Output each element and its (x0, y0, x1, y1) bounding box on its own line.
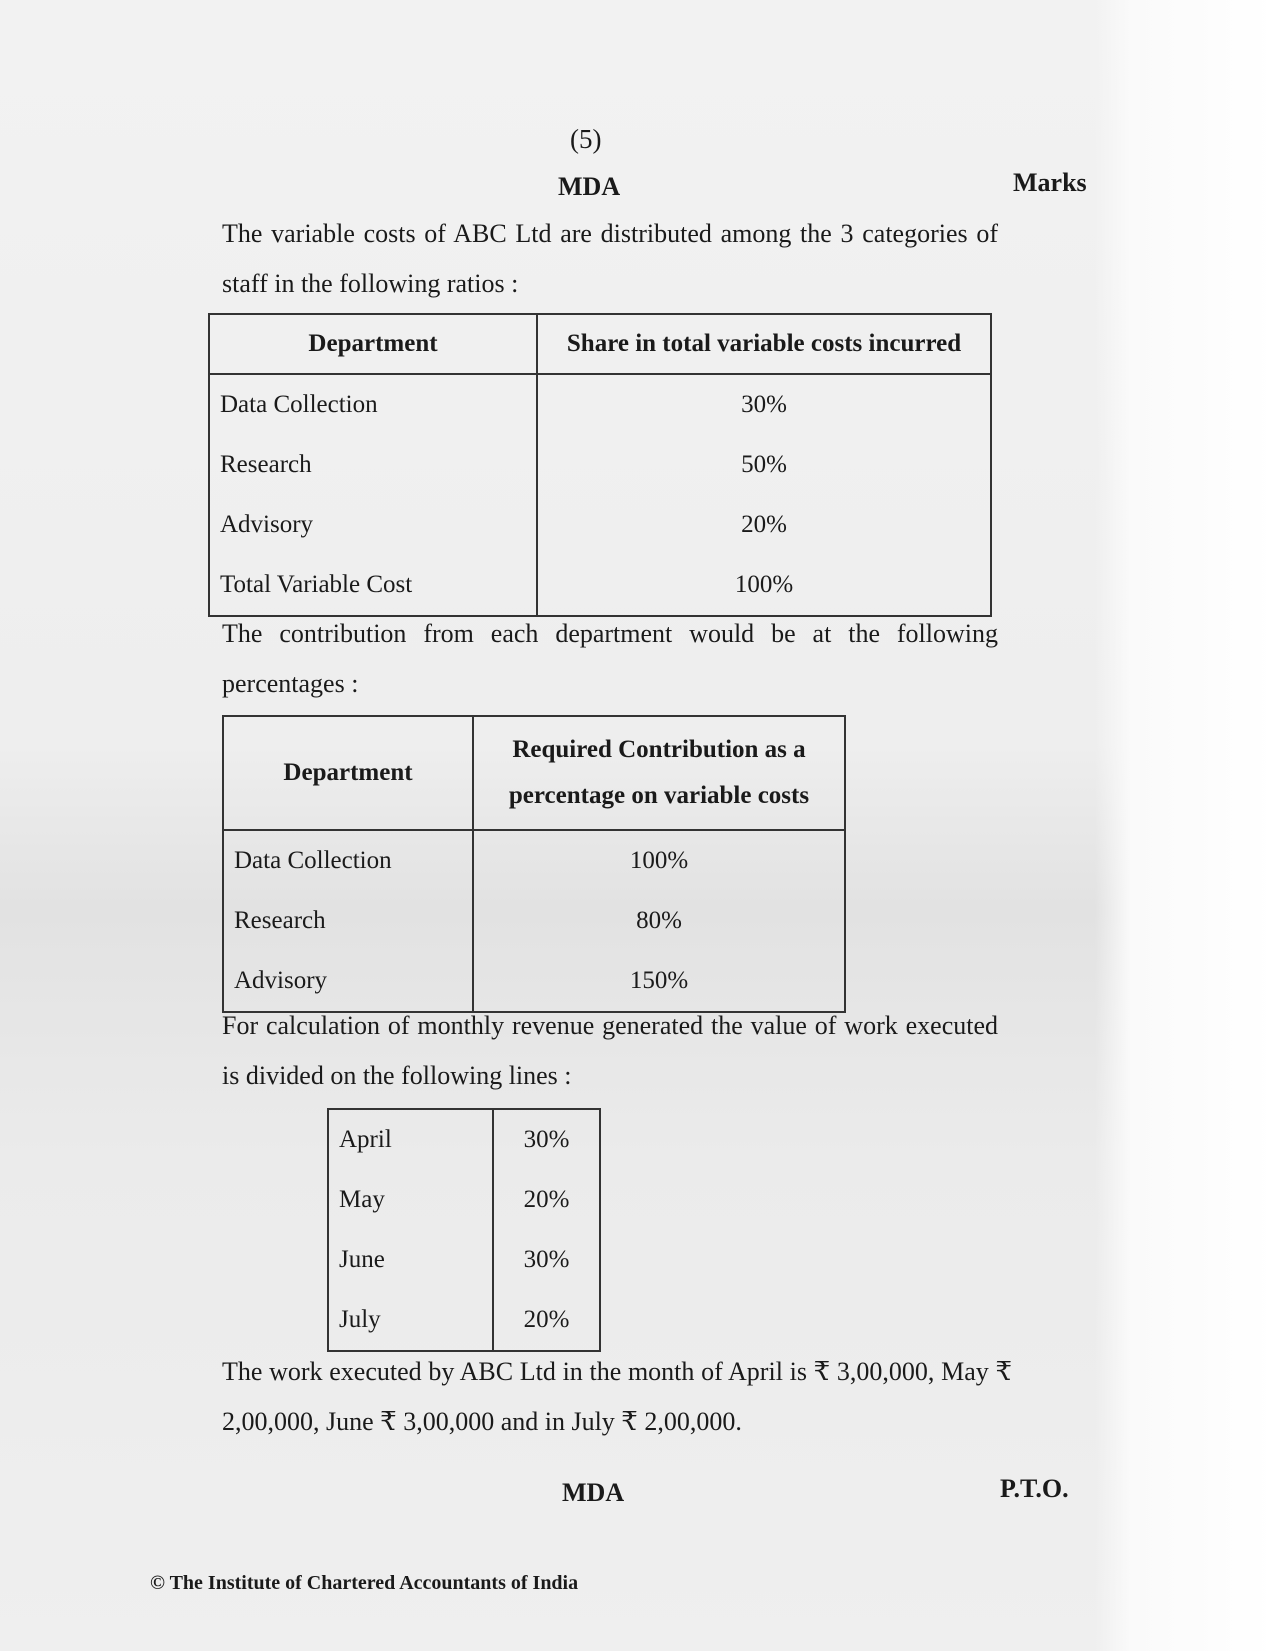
table-row (209, 495, 991, 555)
row-value: 30% (537, 374, 991, 435)
month-value: 30% (493, 1230, 600, 1290)
paragraph-work-executed: The work executed by ABC Ltd in the month of April is ₹ 3,00,000, May ₹ 2,00,000, June ₹ 3,00,000 and in July ₹ 2,00,000. (222, 1357, 1012, 1436)
scan-edge (1095, 0, 1275, 1651)
table-row (209, 555, 991, 616)
column-header-required-contribution: Required Contribution as a percentage on variable costs (473, 716, 845, 830)
table-row (223, 891, 845, 951)
marks-label: Marks (1013, 168, 1087, 197)
month-label: June (328, 1230, 493, 1290)
row-value: 150% (473, 951, 845, 1012)
month-value: 30% (493, 1109, 600, 1170)
paragraph-monthly-revenue: For calculation of monthly revenue generated the value of work executed is divided on the following lines : (222, 1011, 998, 1090)
row-value: 20% (537, 495, 991, 555)
row-label: Data Collection (223, 830, 473, 891)
variable-cost-share-table (208, 313, 992, 617)
footer-code: MDA (562, 1478, 625, 1507)
column-header-department: Department (209, 314, 537, 374)
month-label: May (328, 1170, 493, 1230)
row-value: 80% (473, 891, 845, 951)
month-label: July (328, 1290, 493, 1351)
month-label: April (328, 1109, 493, 1170)
table-row (209, 435, 991, 495)
row-label: Research (223, 891, 473, 951)
header-code: MDA (558, 172, 621, 201)
table-header-row (223, 716, 845, 830)
pto-label: P.T.O. (1000, 1474, 1069, 1503)
copyright-notice: © The Institute of Chartered Accountants of India (150, 1572, 579, 1594)
row-label: Total Variable Cost (209, 555, 537, 616)
paragraph-contribution: The contribution from each department would be at the following percentages : (222, 619, 998, 698)
table-row (209, 374, 991, 435)
row-label: Research (209, 435, 537, 495)
table-row (223, 830, 845, 891)
required-contribution-table (222, 715, 846, 1013)
monthly-split-table (327, 1108, 601, 1352)
table-row (328, 1290, 600, 1351)
paragraph-variable-costs: The variable costs of ABC Ltd are distributed among the 3 categories of staff in the following ratios : (222, 219, 998, 298)
row-label: Data Collection (209, 374, 537, 435)
row-label: Advisory (209, 495, 537, 555)
table-row (328, 1109, 600, 1170)
row-value: 50% (537, 435, 991, 495)
row-value: 100% (473, 830, 845, 891)
column-header-share: Share in total variable costs incurred (537, 314, 991, 374)
column-header-department: Department (223, 716, 473, 830)
page-number: (5) (570, 124, 602, 154)
table-header-row (209, 314, 991, 374)
row-value: 100% (537, 555, 991, 616)
month-value: 20% (493, 1170, 600, 1230)
row-label: Advisory (223, 951, 473, 1012)
table-row (328, 1170, 600, 1230)
table-row (328, 1230, 600, 1290)
month-value: 20% (493, 1290, 600, 1351)
